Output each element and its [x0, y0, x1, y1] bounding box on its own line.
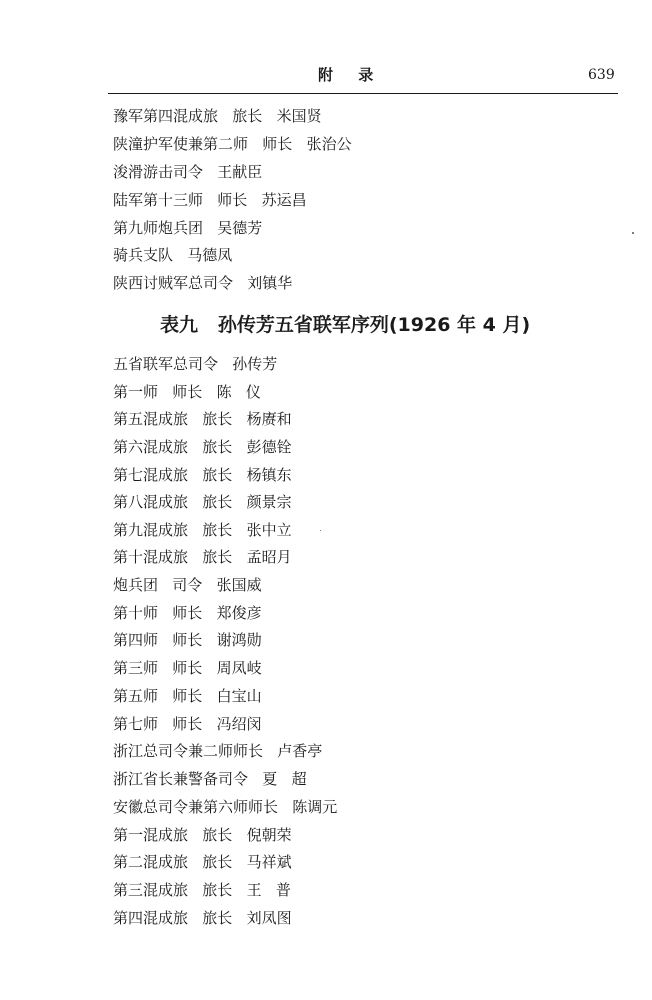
list-item: 第十混成旅 旅长 孟昭月 — [113, 548, 292, 566]
table-title: 表九 孙传芳五省联军序列(1926 年 4 月) — [160, 314, 531, 336]
list-item: 第四混成旅 旅长 刘凤图 — [113, 909, 292, 927]
page-header — [0, 0, 652, 96]
list-item: 浚滑游击司令 王献臣 — [113, 163, 263, 181]
list-item: 浙江总司令兼二师师长 卢香亭 — [113, 742, 323, 760]
list-item: 第六混成旅 旅长 彭德铨 — [113, 438, 292, 456]
list-item: 第五师 师长 白宝山 — [113, 687, 262, 705]
scan-speck — [320, 530, 321, 531]
list-item: 豫军第四混成旅 旅长 米国贤 — [113, 107, 322, 125]
list-item: 第七混成旅 旅长 杨镇东 — [113, 466, 292, 484]
list-item: 第七师 师长 冯绍闵 — [113, 715, 262, 733]
list-item: 安徽总司令兼第六师师长 陈调元 — [113, 798, 338, 816]
list-item: 陕潼护军使兼第二师 师长 张治公 — [113, 135, 352, 153]
list-item: 骑兵支队 马德凤 — [113, 246, 233, 264]
list-item: 第八混成旅 旅长 颜景宗 — [113, 493, 292, 511]
list-item: 第五混成旅 旅长 杨赓和 — [113, 410, 292, 428]
list-item: 第三混成旅 旅长 王 普 — [113, 881, 291, 899]
list-item: 第九混成旅 旅长 张中立 — [113, 521, 292, 539]
list-item: 陆军第十三师 师长 苏运昌 — [113, 191, 307, 209]
list-item: 第九师炮兵团 吴德芳 — [113, 219, 263, 237]
list-item: 第十师 师长 郑俊彦 — [113, 604, 262, 622]
list-item: 第一师 师长 陈 仪 — [113, 383, 261, 401]
list-item: 第三师 师长 周凤岐 — [113, 659, 262, 677]
running-header-title: 附 录 — [318, 66, 384, 84]
list-item: 第四师 师长 谢鸿勋 — [113, 631, 262, 649]
list-item: 第一混成旅 旅长 倪朝荣 — [113, 826, 292, 844]
list-item: 炮兵团 司令 张国威 — [113, 576, 262, 594]
list-item: 五省联军总司令 孙传芳 — [113, 355, 278, 373]
page-number: 639 — [588, 67, 615, 83]
list-item: 浙江省长兼警备司令 夏 超 — [113, 770, 307, 788]
list-item: 第二混成旅 旅长 马祥斌 — [113, 853, 292, 871]
header-rule — [108, 93, 618, 94]
scan-speck — [632, 232, 634, 234]
list-item: 陕西讨贼军总司令 刘镇华 — [113, 274, 293, 292]
